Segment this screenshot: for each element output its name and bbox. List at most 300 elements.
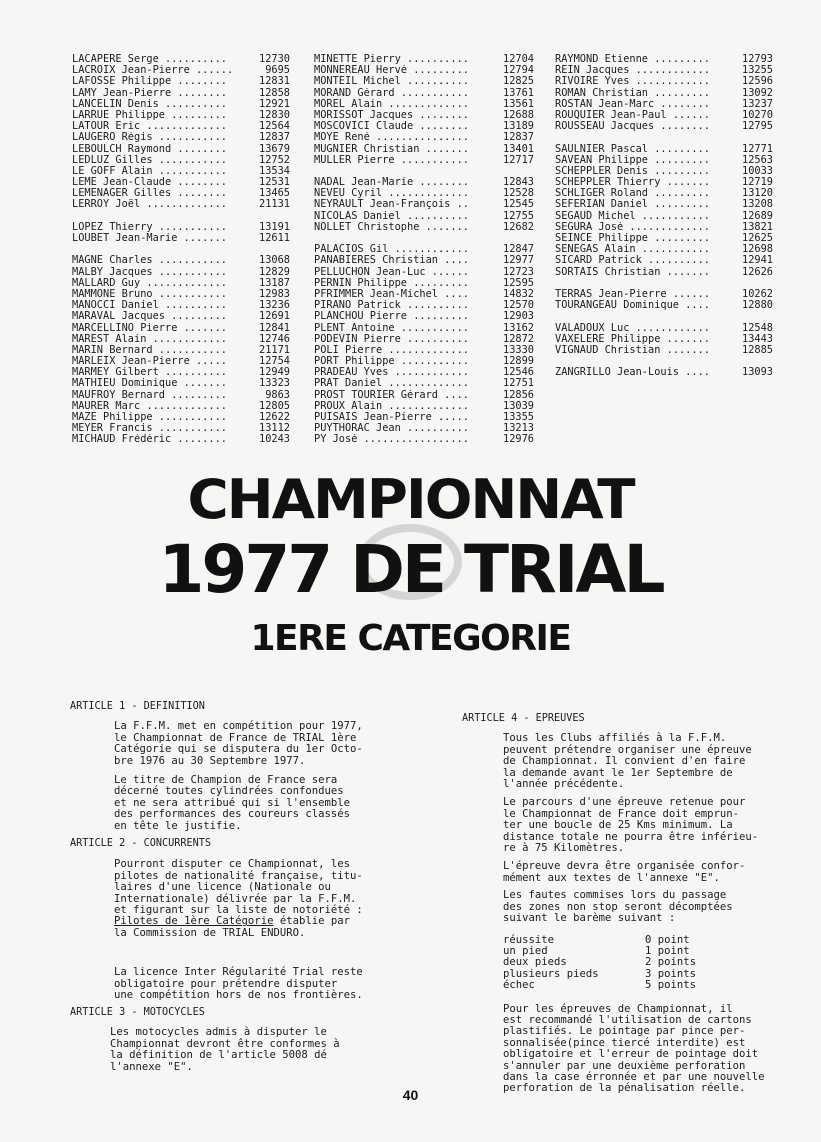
rider-name: MUGNIER Christian ....... — [314, 143, 469, 155]
article-1-paragraph-2: Le titre de Champion de France sera décerné toutes cylindrées confondues et ne sera attribué qui si l'ensemble des performances des coureurs classés en tête le justifie. — [114, 774, 350, 832]
licence-entry — [555, 222, 773, 233]
rider-name: VALADOUX Luc ............ — [555, 322, 710, 334]
licence-entry — [314, 132, 534, 143]
licence-entry — [314, 334, 534, 345]
licence-number: 13534 — [259, 165, 290, 177]
rider-name: PIRANO Patrick .......... — [314, 300, 469, 312]
rider-name: SCHEPPLER Denis ......... — [555, 165, 710, 177]
licence-entry — [314, 356, 534, 367]
licence-number: 12872 — [503, 333, 534, 345]
scale-row — [503, 969, 782, 980]
rider-name: SCHLIGER Roland ......... — [555, 188, 710, 200]
licence-entry — [555, 267, 773, 278]
rider-name: LAMY Jean-Pierre ........ — [72, 87, 227, 99]
rider-name: LACROIX Jean-Pierre ...... — [72, 65, 234, 77]
rider-name: MARIN Bernard ........... — [72, 344, 227, 356]
licence-entry — [555, 323, 773, 334]
licence-number: 13039 — [503, 400, 534, 412]
licence-number: 13208 — [742, 199, 773, 211]
rider-name: POLI Pierre ............. — [314, 344, 469, 356]
licence-entry — [555, 88, 773, 99]
licence-column-2 — [314, 54, 534, 446]
licence-number: 12949 — [259, 367, 290, 379]
licence-number: 12837 — [259, 132, 290, 144]
licence-entry — [314, 367, 534, 378]
rider-name: REIN Jacques ............ — [555, 65, 710, 77]
licence-number: 12548 — [742, 322, 773, 334]
scale-row — [503, 957, 782, 968]
licence-entry — [555, 334, 773, 345]
rider-name: PANABIERES Christian .... — [314, 255, 469, 267]
rider-name: PUYTHORAC Jean .......... — [314, 423, 469, 435]
licence-entry — [72, 423, 290, 434]
licence-number: 13093 — [742, 367, 773, 379]
licence-entry — [314, 267, 534, 278]
licence-entry — [72, 99, 290, 110]
article-4-paragraph-5: Pour les épreuves de Championnat, il est recommandé l'utilisation de cartons plastifiés. Le pointage par pince per- sonnalisée(pince tiercé interdite) est obligatoire et l'erreur de pointage doit s'annuler par une deuxième perforation dans la case érronnée et par une nouvelle perforation de la pénalisation réelle. — [503, 1002, 765, 1095]
licence-entry — [72, 88, 290, 99]
rider-name: PROUX Alain ............. — [314, 400, 469, 412]
rider-name: RAYMOND Etienne ......... — [555, 54, 710, 65]
licence-entry — [72, 334, 290, 345]
licence-number: 12983 — [259, 288, 290, 300]
rider-name: PODEVIN Pierre .......... — [314, 333, 469, 345]
licence-number: 21171 — [259, 344, 290, 356]
licence-entry — [555, 110, 773, 121]
rider-name: PLANCHOU Pierre ......... — [314, 311, 469, 323]
rider-name: LAUGERO Régis ........... — [72, 132, 227, 144]
licence-entry — [555, 367, 773, 378]
licence-entry — [555, 121, 773, 132]
licence-entry — [72, 132, 290, 143]
licence-number: 12717 — [503, 154, 534, 166]
rider-name: LAFOSSE Philippe ........ — [72, 76, 227, 88]
licence-entry — [555, 300, 773, 311]
licence-number: 12564 — [259, 121, 290, 133]
licence-entry — [72, 166, 290, 177]
article-4-paragraph-2: Le parcours d'une épreuve retenue pour le Championnat de France doit emprun- ter une boucle de 25 Kms minimum. La distance totale ne pourra être inférieu- re à 75 Kilomètres. — [503, 796, 759, 855]
licence-entry — [314, 99, 534, 110]
licence-entry — [555, 244, 773, 255]
licence-number: 12858 — [259, 87, 290, 99]
licence-entry — [72, 54, 290, 65]
licence-number: 13679 — [259, 143, 290, 155]
rider-name: NEYRAULT Jean-François .. — [314, 199, 469, 211]
licence-number: 12837 — [503, 132, 534, 144]
licence-entry — [72, 378, 290, 389]
licence-entry — [555, 99, 773, 110]
rider-name: MOREL Alain ............. — [314, 98, 469, 110]
licence-entry — [72, 390, 290, 401]
licence-number: 12545 — [503, 199, 534, 211]
licence-number: 12622 — [259, 412, 290, 423]
licence-entry — [314, 121, 534, 132]
licence-number: 12751 — [503, 378, 534, 390]
licence-number: 12977 — [503, 255, 534, 267]
article-1-heading: ARTICLE 1 - DEFINITION — [70, 701, 205, 712]
licence-entry — [72, 412, 290, 423]
rider-name: MARAVAL Jacques ......... — [72, 311, 227, 323]
rider-name: MINETTE Pierry .......... — [314, 54, 469, 65]
list-spacer — [314, 166, 534, 177]
rider-name: SEGURA José ............. — [555, 221, 710, 233]
licence-number: 12794 — [503, 65, 534, 77]
licence-number: 12723 — [503, 266, 534, 278]
article-4 — [462, 713, 782, 1095]
licence-number: 12795 — [742, 121, 773, 133]
article-3-paragraph-1: Les motocycles admis à disputer le Championnat devront être conformes à la définition de l'article 5008 dé l'annexe "E". — [110, 1026, 340, 1073]
licence-number: 12531 — [259, 177, 290, 189]
rider-name: MARCELLINO Pierre ....... — [72, 322, 227, 334]
licence-number: 13120 — [742, 188, 773, 200]
article-4-heading: ARTICLE 4 - EPREUVES — [462, 713, 585, 724]
rider-name: PRADEAU Yves ............ — [314, 367, 469, 379]
licence-entry — [72, 311, 290, 322]
licence-entry — [314, 177, 534, 188]
licence-number: 12689 — [742, 210, 773, 222]
scale-case: réussite — [503, 933, 555, 946]
list-spacer — [555, 311, 773, 322]
licence-entry — [72, 65, 290, 76]
licence-number: 12831 — [259, 76, 290, 88]
rider-name: ROUSSEAU Jacques ........ — [555, 121, 710, 133]
licence-entry — [314, 390, 534, 401]
licence-number: 10262 — [742, 288, 773, 300]
licence-number: 13443 — [742, 333, 773, 345]
licence-entry — [555, 144, 773, 155]
title-line-2: 1977 DE TRIAL — [158, 531, 663, 608]
rider-name: TERRAS Jean-Pierre ...... — [555, 288, 710, 300]
licence-entry — [314, 300, 534, 311]
licence-number: 13561 — [503, 98, 534, 110]
scale-case: échec — [503, 979, 535, 992]
licence-entry — [555, 289, 773, 300]
list-spacer — [314, 233, 534, 244]
rider-name: MULLER Pierre ........... — [314, 154, 469, 166]
rider-name: MANOCCI Daniel .......... — [72, 300, 227, 312]
rider-name: PROST TOURIER Gérard .... — [314, 389, 469, 401]
rider-name: LOUBET Jean-Marie ....... — [72, 233, 227, 244]
licence-number: 12595 — [503, 277, 534, 289]
rider-name: NEVEU Cyril ............. — [314, 188, 469, 200]
licence-entry — [72, 278, 290, 289]
licence-number: 13213 — [503, 423, 534, 435]
licence-number: 12805 — [259, 400, 290, 412]
rider-name: PUISAIS Jean-Pierre ..... — [314, 412, 469, 423]
licence-number: 12682 — [503, 221, 534, 233]
rider-name: MAREST Alain ............ — [72, 333, 227, 345]
licence-entry — [72, 188, 290, 199]
rider-name: MARMEY Gilbert .......... — [72, 367, 227, 379]
article-4-paragraph-4: Les fautes commises lors du passage des zones non stop seront décomptées suivant le barème suivant : — [503, 889, 733, 925]
licence-number: 12976 — [503, 434, 534, 446]
rider-name: MAZE Philippe ........... — [72, 412, 227, 423]
scale-case: deux pieds — [503, 956, 567, 969]
licence-number: 12771 — [742, 143, 773, 155]
rider-name: MARLEIX Jean-Pierre ..... — [72, 356, 227, 368]
licence-entry — [555, 155, 773, 166]
rider-name: LACAPERE Serge .......... — [72, 54, 227, 65]
rider-name: SAULNIER Pascal ......... — [555, 143, 710, 155]
licence-entry — [314, 423, 534, 434]
licence-entry — [314, 244, 534, 255]
licence-number: 12899 — [503, 356, 534, 368]
licence-entry — [72, 76, 290, 87]
licence-entry — [314, 345, 534, 356]
licence-entry — [314, 110, 534, 121]
list-spacer — [72, 244, 290, 255]
scale-case: plusieurs pieds — [503, 967, 599, 980]
licence-column-3 — [555, 54, 773, 378]
rider-name: PERNIN Philippe ......... — [314, 277, 469, 289]
licence-entry — [72, 367, 290, 378]
rider-name: SENEGAS Alain ........... — [555, 244, 710, 256]
licence-entry — [555, 76, 773, 87]
article-2-underlined: Pilotes de 1ère Catégorie — [114, 915, 274, 928]
licence-entry — [314, 54, 534, 65]
rider-name: PRAT Daniel ............. — [314, 378, 469, 390]
article-2-after: établie par — [273, 915, 350, 928]
licence-number: 10243 — [259, 434, 290, 446]
licence-entry — [555, 255, 773, 266]
rider-name: PFRIMMER Jean-Michel .... — [314, 288, 469, 300]
licence-number: 12611 — [259, 233, 290, 244]
licence-entry — [314, 88, 534, 99]
licence-number: 12704 — [503, 54, 534, 65]
scale-points: 3 points — [645, 967, 697, 980]
licence-entry — [314, 211, 534, 222]
licence-entry — [72, 121, 290, 132]
licence-entry — [72, 233, 290, 244]
rider-name: PORT Philippe ........... — [314, 356, 469, 368]
licence-entry — [314, 278, 534, 289]
article-2-paragraph-1: Pourront disputer ce Championnat, les pilotes de nationalité française, titu- laires d'une licence (Nationale ou Internationale) délivrée par la F.F.M. et figurant sur la liste de notoriété : — [114, 858, 363, 917]
rider-name: MONNEREAU Hervé ......... — [314, 65, 469, 77]
article-4-paragraph-1: Tous les Clubs affiliés à la F.F.M. peuvent prétendre organiser une épreuve de Championnat. Il convient d'en faire la demande avant le 1er Septembre de l'année précédente. — [503, 732, 752, 791]
licence-number: 12746 — [259, 333, 290, 345]
licence-number: 12825 — [503, 76, 534, 88]
licence-entry — [314, 323, 534, 334]
licence-entry — [314, 289, 534, 300]
rider-name: MAGNE Charles ........... — [72, 255, 227, 267]
rider-name: LEME Jean-Claude ........ — [72, 177, 227, 189]
licence-number: 12856 — [503, 389, 534, 401]
licence-entry — [72, 300, 290, 311]
rider-name: SORTAIS Christian ....... — [555, 266, 710, 278]
article-4-paragraph-3: L'épreuve devra être organisée confor- mément aux textes de l'annexe "E". — [503, 860, 746, 884]
licence-number: 13112 — [259, 423, 290, 435]
licence-entry — [72, 144, 290, 155]
rider-name: LEMENAGER Gilles ........ — [72, 188, 227, 200]
licence-number: 13323 — [259, 378, 290, 390]
licence-number: 12903 — [503, 311, 534, 323]
scale-case: un pied — [503, 944, 548, 957]
scale-row — [503, 980, 782, 991]
licence-number: 12691 — [259, 311, 290, 323]
list-spacer — [555, 278, 773, 289]
rider-name: SEGAUD Michel ........... — [555, 210, 710, 222]
licence-entry — [555, 233, 773, 244]
licence-number: 12626 — [742, 266, 773, 278]
licence-entry — [314, 378, 534, 389]
licence-number: 13401 — [503, 143, 534, 155]
licence-entry — [72, 199, 290, 210]
licence-entry — [314, 188, 534, 199]
licence-number: 12829 — [259, 266, 290, 278]
licence-number: 13330 — [503, 344, 534, 356]
licence-number: 13068 — [259, 255, 290, 267]
licence-number: 13237 — [742, 98, 773, 110]
licence-number: 12754 — [259, 356, 290, 368]
list-spacer — [555, 356, 773, 367]
rider-name: ROUQUIER Jean-Paul ...... — [555, 109, 710, 121]
rider-name: RIVOIRE Yves ............ — [555, 76, 710, 88]
rider-name: SAVEAN Philippe ......... — [555, 154, 710, 166]
rider-name: SICARD Patrick .......... — [555, 255, 710, 267]
rider-name: LOPEZ Thierry ........... — [72, 221, 227, 233]
licence-number: 12921 — [259, 98, 290, 110]
licence-number: 12698 — [742, 244, 773, 256]
licence-number: 10033 — [742, 165, 773, 177]
rider-name: LATOUR Eric ............. — [72, 121, 227, 133]
rider-name: MAURER Marc ............. — [72, 400, 227, 412]
rider-name: MAUFROY Bernard ......... — [72, 389, 227, 401]
licence-entry — [555, 54, 773, 65]
licence-entry — [72, 110, 290, 121]
rider-name: MEYER Francis ........... — [72, 423, 227, 435]
licence-entry — [72, 267, 290, 278]
licence-number: 13189 — [503, 121, 534, 133]
rider-name: PALACIOS Gil ............ — [314, 244, 469, 256]
licence-entry — [314, 434, 534, 445]
rider-name: PY José ................. — [314, 434, 469, 446]
article-2-paragraph-1-end: la Commission de TRIAL ENDURO. — [114, 926, 306, 939]
licence-number: 13236 — [259, 300, 290, 312]
licence-number: 12755 — [503, 210, 534, 222]
licence-entry — [72, 323, 290, 334]
article-2-paragraph-2: La licence Inter Régularité Trial reste obligatoire pour prétendre disputer une compétition hors de nos frontières. — [114, 966, 363, 1002]
rider-name: LEBOULCH Raymond ........ — [72, 143, 227, 155]
licence-entry — [314, 76, 534, 87]
rider-name: MOYE René ............... — [314, 132, 469, 144]
licence-number: 13092 — [742, 87, 773, 99]
licence-number: 12563 — [742, 154, 773, 166]
licence-number: 13191 — [259, 221, 290, 233]
licence-number: 12688 — [503, 109, 534, 121]
rider-name: NADAL Jean-Marie ........ — [314, 177, 469, 189]
rider-name: PLENT Antoine ........... — [314, 322, 469, 334]
rider-name: LERROY Joël ............. — [72, 199, 227, 211]
licence-number: 13187 — [259, 277, 290, 289]
licence-entry — [555, 166, 773, 177]
rider-name: LARRUE Philippe ......... — [72, 109, 227, 121]
rider-name: SEFERIAN Daniel ......... — [555, 199, 710, 211]
scale-points: 5 points — [645, 979, 697, 992]
title-line-3: 1ERE CATEGORIE — [250, 618, 571, 659]
licence-entry — [72, 289, 290, 300]
licence-entry — [314, 155, 534, 166]
licence-number: 9863 — [265, 389, 290, 401]
rider-name: NOLLET Christophe ....... — [314, 221, 469, 233]
licence-entry — [72, 434, 290, 445]
rider-name: ROMAN Christian ......... — [555, 87, 710, 99]
licence-number: 12843 — [503, 177, 534, 189]
rider-name: MORAND Gérard ........... — [314, 87, 469, 99]
licence-entry — [555, 188, 773, 199]
list-spacer — [72, 211, 290, 222]
rider-name: ZANGRILLO Jean-Louis .... — [555, 367, 710, 379]
article-3-heading: ARTICLE 3 - MOTOCYCLES — [70, 1007, 205, 1018]
licence-entry — [314, 401, 534, 412]
licence-column-1 — [72, 54, 290, 446]
scale-points: 2 points — [645, 956, 697, 969]
rider-name: PELLUCHON Jean-Luc ...... — [314, 266, 469, 278]
licence-number: 12847 — [503, 244, 534, 256]
article-3 — [70, 1007, 410, 1073]
licence-number: 12793 — [742, 54, 773, 65]
licence-number: 12528 — [503, 188, 534, 200]
rider-name: LEDLUZ Gilles ........... — [72, 154, 227, 166]
licence-number: 12546 — [503, 367, 534, 379]
licence-entry — [72, 345, 290, 356]
licence-number: 12596 — [742, 76, 773, 88]
rider-name: VIGNAUD Christian ....... — [555, 344, 710, 356]
licence-entry — [314, 255, 534, 266]
rider-name: LE GOFF Alain ........... — [72, 165, 227, 177]
licence-entry — [72, 255, 290, 266]
licence-number: 13465 — [259, 188, 290, 200]
licence-entry — [72, 222, 290, 233]
licence-entry — [555, 177, 773, 188]
rider-name: MONTEIL Michel .......... — [314, 76, 469, 88]
rider-name: MALLARD Guy ............. — [72, 277, 227, 289]
article-1-paragraph-1: La F.F.M. met en compétition pour 1977, le Championnat de France de TRIAL 1ère Catégorie qui se disputera du 1er Octo- bre 1976 au 30 Septembre 1977. — [114, 720, 363, 767]
licence-number: 12941 — [742, 255, 773, 267]
licence-number: 12830 — [259, 109, 290, 121]
licence-number: 12719 — [742, 177, 773, 189]
rider-name: MICHAUD Frédéric ........ — [72, 434, 227, 446]
licence-number: 12730 — [259, 54, 290, 65]
licence-entry — [555, 65, 773, 76]
licence-number: 21131 — [259, 199, 290, 211]
rider-name: MATHIEU Dominique ....... — [72, 378, 227, 390]
rider-name: SEINCE Philippe ......... — [555, 233, 710, 244]
licence-entry — [314, 311, 534, 322]
licence-number: 14832 — [503, 288, 534, 300]
licence-number: 10270 — [742, 109, 773, 121]
rider-name: MOSCOVICI Claude ........ — [314, 121, 469, 133]
licence-number: 13355 — [503, 412, 534, 423]
licence-number: 12841 — [259, 322, 290, 334]
licence-entry — [72, 356, 290, 367]
article-1 — [70, 701, 410, 832]
rider-name: SCHEPPLER Thierry ....... — [555, 177, 710, 189]
penalty-scale — [503, 935, 782, 992]
licence-entry — [555, 211, 773, 222]
licence-number: 13761 — [503, 87, 534, 99]
list-spacer — [555, 132, 773, 143]
rider-name: ROSTAN Jean-Marc ........ — [555, 98, 710, 110]
rider-name: NICOLAS Daniel .......... — [314, 210, 469, 222]
licence-entry — [555, 345, 773, 356]
licence-entry — [72, 177, 290, 188]
article-2-heading: ARTICLE 2 - CONCURRENTS — [70, 838, 212, 849]
licence-entry — [314, 412, 534, 423]
licence-entry — [72, 401, 290, 412]
rider-name: VAXELERE Philippe ....... — [555, 333, 710, 345]
licence-number: 13162 — [503, 322, 534, 334]
licence-number: 13255 — [742, 65, 773, 77]
